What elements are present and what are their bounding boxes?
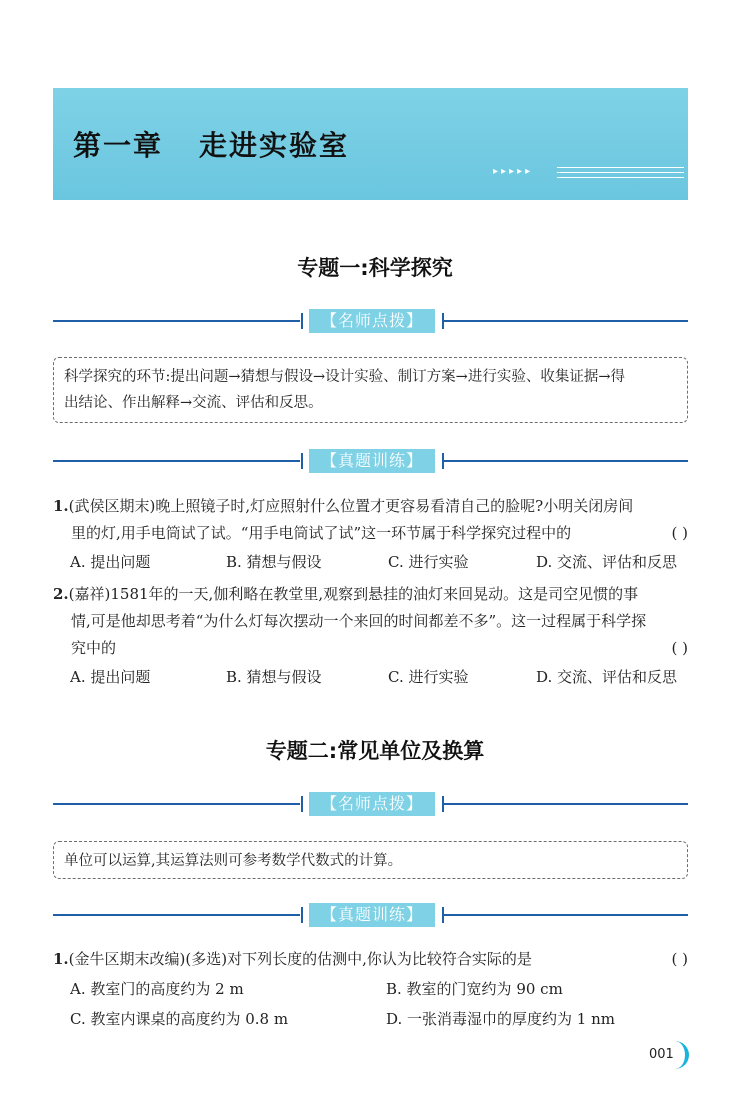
divider-line bbox=[443, 320, 688, 322]
banner-decor-line bbox=[557, 172, 684, 173]
option-d: D. 交流、评估和反思 bbox=[536, 668, 678, 686]
chapter-title bbox=[73, 124, 349, 164]
page-number: 001 bbox=[649, 1047, 674, 1062]
question-number: 1. bbox=[53, 497, 69, 515]
question-3 bbox=[53, 946, 688, 973]
question-number: 1. bbox=[53, 950, 69, 968]
option-a: A. 教室门的高度约为 2 m bbox=[70, 980, 244, 998]
question-3-options-row1 bbox=[70, 978, 688, 1000]
chapter-banner bbox=[53, 88, 688, 200]
topic2-title: 专题二:常见单位及换算 bbox=[265, 739, 485, 763]
question-text: (金牛区期末改编)(多选)对下列长度的估测中,你认为比较符合实际的是 bbox=[68, 950, 532, 968]
topic1-title: 专题一:科学探究 bbox=[297, 256, 453, 280]
answer-paren: ( ) bbox=[671, 524, 688, 542]
divider-cap bbox=[301, 313, 303, 329]
topic1-tip-divider bbox=[53, 309, 688, 333]
question-3-options-row2 bbox=[70, 1008, 688, 1030]
divider-line bbox=[53, 460, 300, 462]
divider-line bbox=[53, 320, 300, 322]
option-d: D. 交流、评估和反思 bbox=[536, 553, 678, 571]
option-b: B. 教室的门宽约为 90 cm bbox=[386, 980, 563, 998]
option-a: A. 提出问题 bbox=[70, 668, 151, 686]
topic1-practice-divider bbox=[53, 449, 688, 473]
tip-text-line: 单位可以运算,其运算法则可参考数学代数式的计算。 bbox=[64, 853, 403, 869]
option-d: D. 一张消毒湿巾的厚度约为 1 nm bbox=[386, 1010, 615, 1028]
divider-line bbox=[443, 914, 688, 916]
question-text: (武侯区期末)晚上照镜子时,灯应照射什么位置才更容易看清自己的脸呢?小明关闭房间 bbox=[68, 497, 634, 515]
chapter-number: 第一章 bbox=[73, 129, 164, 162]
question-text: 情,可是他却思考着“为什么灯每次摆动一个来回的时间都差不多”。这一过程属于科学探 bbox=[71, 612, 647, 630]
question-text: (嘉祥)1581年的一天,伽利略在教堂里,观察到悬挂的油灯来回晃动。这是司空见惯的事 bbox=[68, 585, 639, 603]
option-c: C. 教室内课桌的高度约为 0.8 m bbox=[70, 1010, 289, 1028]
divider-cap bbox=[301, 796, 303, 812]
topic2-tip-box bbox=[53, 841, 688, 879]
question-1-options bbox=[70, 551, 688, 573]
banner-arrows-icon: ▸▸▸▸▸ bbox=[493, 166, 534, 177]
question-text: 里的灯,用手电筒试了试。“用手电筒试了试”这一环节属于科学探究过程中的 bbox=[71, 524, 572, 542]
answer-paren: ( ) bbox=[671, 639, 688, 657]
answer-paren: ( ) bbox=[671, 950, 688, 968]
option-b: B. 猜想与假设 bbox=[226, 553, 322, 571]
question-number: 2. bbox=[53, 585, 69, 603]
topic1-tip-box bbox=[53, 357, 688, 423]
chapter-name: 走进实验室 bbox=[199, 129, 350, 162]
question-2-options bbox=[70, 666, 688, 688]
question-1 bbox=[53, 493, 688, 547]
divider-line bbox=[53, 914, 300, 916]
tip-tag: 【名师点拨】 bbox=[309, 792, 435, 816]
option-c: C. 进行实验 bbox=[388, 553, 469, 571]
topic2-tip-divider bbox=[53, 792, 688, 816]
topic2-practice-divider bbox=[53, 903, 688, 927]
divider-line bbox=[443, 460, 688, 462]
practice-tag: 【真题训练】 bbox=[309, 449, 435, 473]
banner-decor-line bbox=[557, 167, 684, 168]
option-c: C. 进行实验 bbox=[388, 668, 469, 686]
tip-tag: 【名师点拨】 bbox=[309, 309, 435, 333]
option-a: A. 提出问题 bbox=[70, 553, 151, 571]
tip-text-line: 出结论、作出解释→交流、评估和反思。 bbox=[64, 395, 323, 411]
practice-tag: 【真题训练】 bbox=[309, 903, 435, 927]
tip-text-line: 科学探究的环节:提出问题→猜想与假设→设计实验、制订方案→进行实验、收集证据→得 bbox=[64, 369, 625, 385]
page-number-arc-icon bbox=[673, 1041, 689, 1069]
divider-cap bbox=[301, 453, 303, 469]
banner-decor-line bbox=[557, 177, 684, 178]
question-text: 究中的 bbox=[71, 639, 117, 657]
question-2 bbox=[53, 581, 688, 662]
option-b: B. 猜想与假设 bbox=[226, 668, 322, 686]
divider-line bbox=[53, 803, 300, 805]
divider-line bbox=[443, 803, 688, 805]
divider-cap bbox=[301, 907, 303, 923]
